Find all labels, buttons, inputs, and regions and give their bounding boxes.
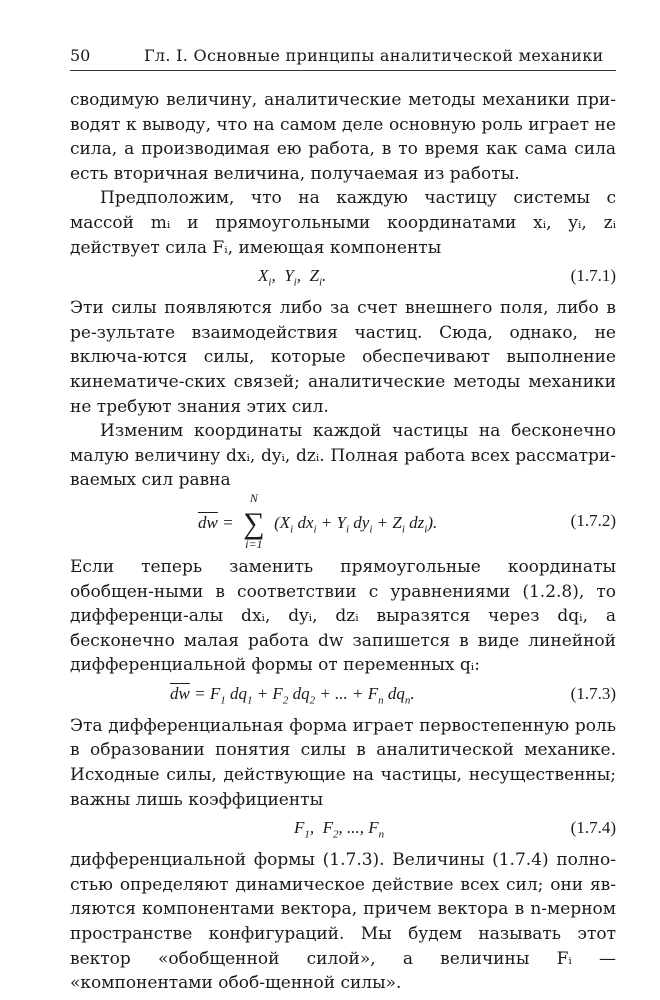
page-body: [70, 88, 616, 996]
formula-differential-form: $\overline{dw} = F_1$ $dq_1 + F_2$ $dq_2$ + ... + $F_n$ $dq_n$.: [170, 683, 415, 707]
running-title: Гл. I. Основные принципы аналитической механики: [144, 46, 604, 65]
formula-components: $X_i$, $Y_i$, $Z_i$.: [258, 266, 327, 289]
sum-lower-limit: i=1: [245, 536, 263, 551]
equation-label: (1.7.2): [570, 510, 616, 530]
paragraph-7: дифференциальной формы (1.7.3). Величины (1.7.4) полно-стью определяют динамическое действие всех сил; они яв-ляются компонентами вектора, причем вектора в n-мерном пространстве конфигураций. Мы будем называть этот вектор «обобщенной силой», а величины Fᵢ — «компонентами обоб-щенной силы».: [70, 850, 616, 994]
equation-label: (1.7.1): [570, 266, 616, 286]
summation-sign: N ∑ i=1: [243, 490, 265, 551]
paragraph-4: Изменим координаты каждой частицы на бесконечно малую величину dxᵢ, dyᵢ, dzᵢ. Полная работа всех рассматри-ваемых сил равна: [70, 421, 616, 491]
paragraph-1: сводимую величину, аналитические методы механики при-водят к выводу, что на самом деле основную роль играет не сила, а производимая ею работа, в то время как сама сила есть вторичная величина, получаемая из работы.: [70, 90, 616, 184]
page-number: 50: [70, 46, 91, 65]
equation-label: (1.7.4): [570, 818, 616, 838]
paragraph-6: Эта дифференциальная форма играет первостепенную роль в образовании понятия силы в аналитической механике. Исходные силы, действующие на частицы, несущественны; важны лишь коэффициенты: [70, 715, 616, 810]
equation-1-7-4: [70, 812, 616, 848]
running-head: [70, 46, 616, 71]
paragraph-5: Если теперь заменить прямоугольные координаты обобщен-ными в соответствии с уравнениями (1.2.8), то дифференци-алы dxᵢ, dyᵢ, dzᵢ выразятся через dqᵢ, а бесконечно малая работа dw запишется в виде линейной дифференциальной формы от переменных qᵢ:: [70, 556, 616, 676]
paragraph-2: Предположим, что на каждую частицу системы с массой mᵢ и прямоугольными координатами xᵢ, yᵢ, zᵢ действует сила Fᵢ, имеющая компоненты: [70, 188, 616, 258]
formula-work-sum: $\overline{dw}$ = N ∑ i=1 ($X_i$ $dx_i + Y_i$ $dy_i + Z_i$ $dz_i$).: [198, 490, 438, 551]
equation-1-7-3: [70, 678, 616, 714]
equation-1-7-2: [70, 490, 616, 555]
formula-coefficients: $F_1$, $F_2$, ..., $F_n$: [294, 818, 385, 841]
equation-label: (1.7.3): [570, 683, 616, 703]
sum-upper-limit: N: [249, 490, 258, 505]
equation-1-7-1: [70, 260, 616, 296]
paragraph-3: Эти силы появляются либо за счет внешнего поля, либо в ре-зультате взаимодействия частиц. Сюда, однако, не включа-ются силы, которые обеспечивают выполнение кинематиче-ских связей; аналитические методы механики не требуют знания этих сил.: [70, 298, 616, 417]
